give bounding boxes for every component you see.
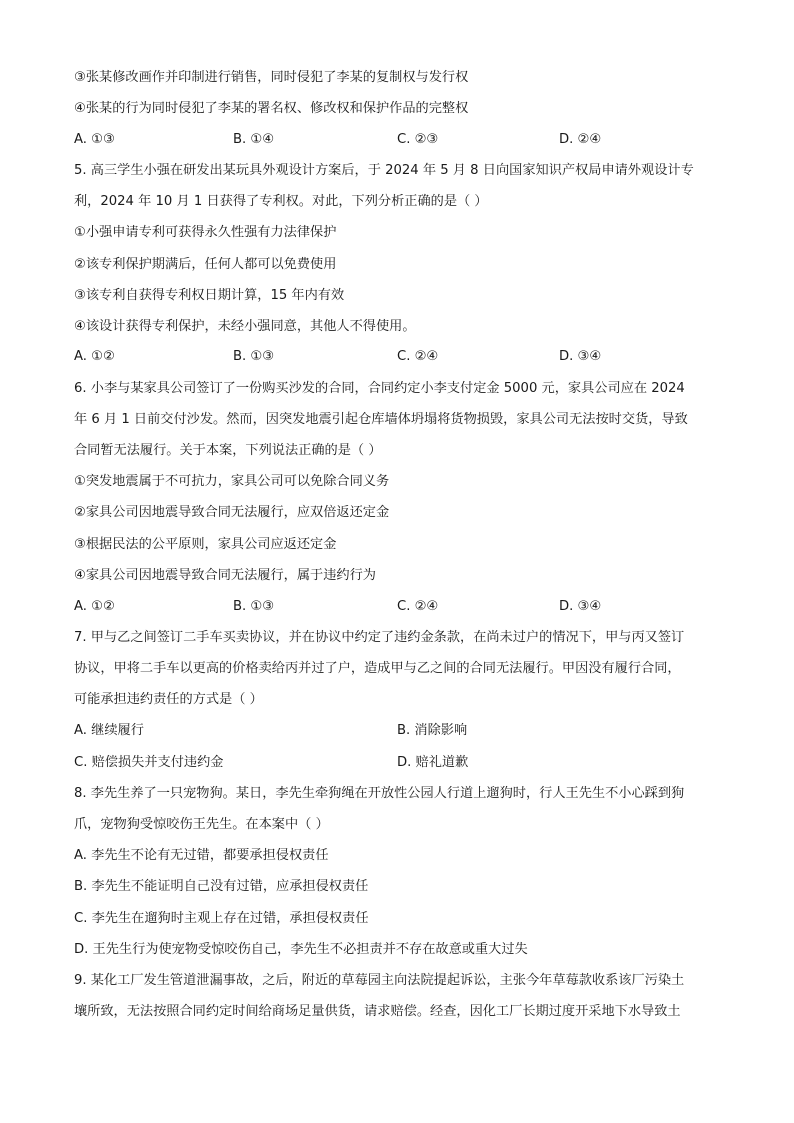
q5-statement-2: ②该专利保护期满后，任何人都可以免费使用 xyxy=(74,257,337,272)
q4-option-a: A. ①③ xyxy=(74,132,115,147)
q6-statement-4: ④家具公司因地震导致合同无法履行，属于违约行为 xyxy=(74,568,376,583)
q9-stem-line-2: 壤所致，无法按照合同约定时间给商场足量供货，请求赔偿。经查，因化工厂长期过度开采地下水导致土 xyxy=(74,1004,681,1019)
q6-statement-2: ②家具公司因地震导致合同无法履行，应双倍返还定金 xyxy=(74,505,390,520)
q6-statement-3: ③根据民法的公平原则，家具公司应返还定金 xyxy=(74,537,337,552)
q4-statement-4: ④张某的行为同时侵犯了李某的署名权、修改权和保护作品的完整权 xyxy=(74,101,469,116)
q5-stem-line-1: 5. 高三学生小强在研发出某玩具外观设计方案后，于 2024 年 5 月 8 日向国家知识产权局申请外观设计专 xyxy=(74,163,694,178)
q4-option-b: B. ①④ xyxy=(233,132,275,147)
q6-stem-line-3: 合同暂无法履行。关于本案，下列说法正确的是（ ） xyxy=(74,443,382,458)
q8-stem-line-2: 爪，宠物狗受惊咬伤王先生。在本案中（ ） xyxy=(74,817,329,832)
q5-statement-4: ④该设计获得专利保护，未经小强同意，其他人不得使用。 xyxy=(74,319,416,334)
q7-option-c: C. 赔偿损失并支付违约金 xyxy=(74,755,224,770)
q6-option-d: D. ③④ xyxy=(559,599,602,614)
q7-stem-line-1: 7. 甲与乙之间签订二手车买卖协议，并在协议中约定了违约金条款，在尚未过户的情况下，甲与丙又签订 xyxy=(74,630,685,645)
q7-option-b: B. 消除影响 xyxy=(397,723,468,738)
q4-option-c: C. ②③ xyxy=(397,132,439,147)
q4-option-d: D. ②④ xyxy=(559,132,602,147)
q6-option-c: C. ②④ xyxy=(397,599,439,614)
q7-stem-line-3: 可能承担违约责任的方式是（ ） xyxy=(74,692,263,707)
q8-option-b: B. 李先生不能证明自己没有过错，应承担侵权责任 xyxy=(74,879,369,894)
q9-stem-line-1: 9. 某化工厂发生管道泄漏事故，之后，附近的草莓园主向法院提起诉讼，主张今年草莓款收系该厂污染土 xyxy=(74,973,685,988)
q8-option-a: A. 李先生不论有无过错，都要承担侵权责任 xyxy=(74,848,329,863)
q7-stem-line-2: 协议，甲将二手车以更高的价格卖给丙并过了户，造成甲与乙之间的合同无法履行。甲因没有履行合同， xyxy=(74,661,681,676)
q7-option-d: D. 赔礼道歉 xyxy=(397,755,469,770)
q5-statement-3: ③该专利自获得专利权日期计算，15 年内有效 xyxy=(74,288,345,303)
q5-stem-line-2: 利，2024 年 10 月 1 日获得了专利权。对此，下列分析正确的是（ ） xyxy=(74,194,488,209)
q5-statement-1: ①小强申请专利可获得永久性强有力法律保护 xyxy=(74,225,337,240)
q5-option-a: A. ①② xyxy=(74,349,115,364)
q5-option-c: C. ②④ xyxy=(397,349,439,364)
q8-stem-line-1: 8. 李先生养了一只宠物狗。某日，李先生牵狗绳在开放性公园人行道上遛狗时，行人王先生不小心踩到狗 xyxy=(74,786,685,801)
q7-option-a: A. 继续履行 xyxy=(74,723,144,738)
q6-option-b: B. ①③ xyxy=(233,599,275,614)
q8-option-d: D. 王先生行为使宠物受惊咬伤自己，李先生不必担责并不存在故意或重大过失 xyxy=(74,942,528,957)
q8-option-c: C. 李先生在遛狗时主观上存在过错，承担侵权责任 xyxy=(74,911,369,926)
q4-statement-3: ③张某修改画作并印制进行销售，同时侵犯了李某的复制权与发行权 xyxy=(74,70,469,85)
q5-option-b: B. ①③ xyxy=(233,349,275,364)
q6-option-a: A. ①② xyxy=(74,599,115,614)
q5-option-d: D. ③④ xyxy=(559,349,602,364)
q6-statement-1: ①突发地震属于不可抗力，家具公司可以免除合同义务 xyxy=(74,474,390,489)
q6-stem-line-1: 6. 小李与某家具公司签订了一份购买沙发的合同，合同约定小李支付定金 5000 元，家具公司应在 2024 xyxy=(74,381,685,396)
q6-stem-line-2: 年 6 月 1 日前交付沙发。然而，因突发地震引起仓库墙体坍塌将货物损毁，家具公司无法按时交货，导致 xyxy=(74,412,688,427)
